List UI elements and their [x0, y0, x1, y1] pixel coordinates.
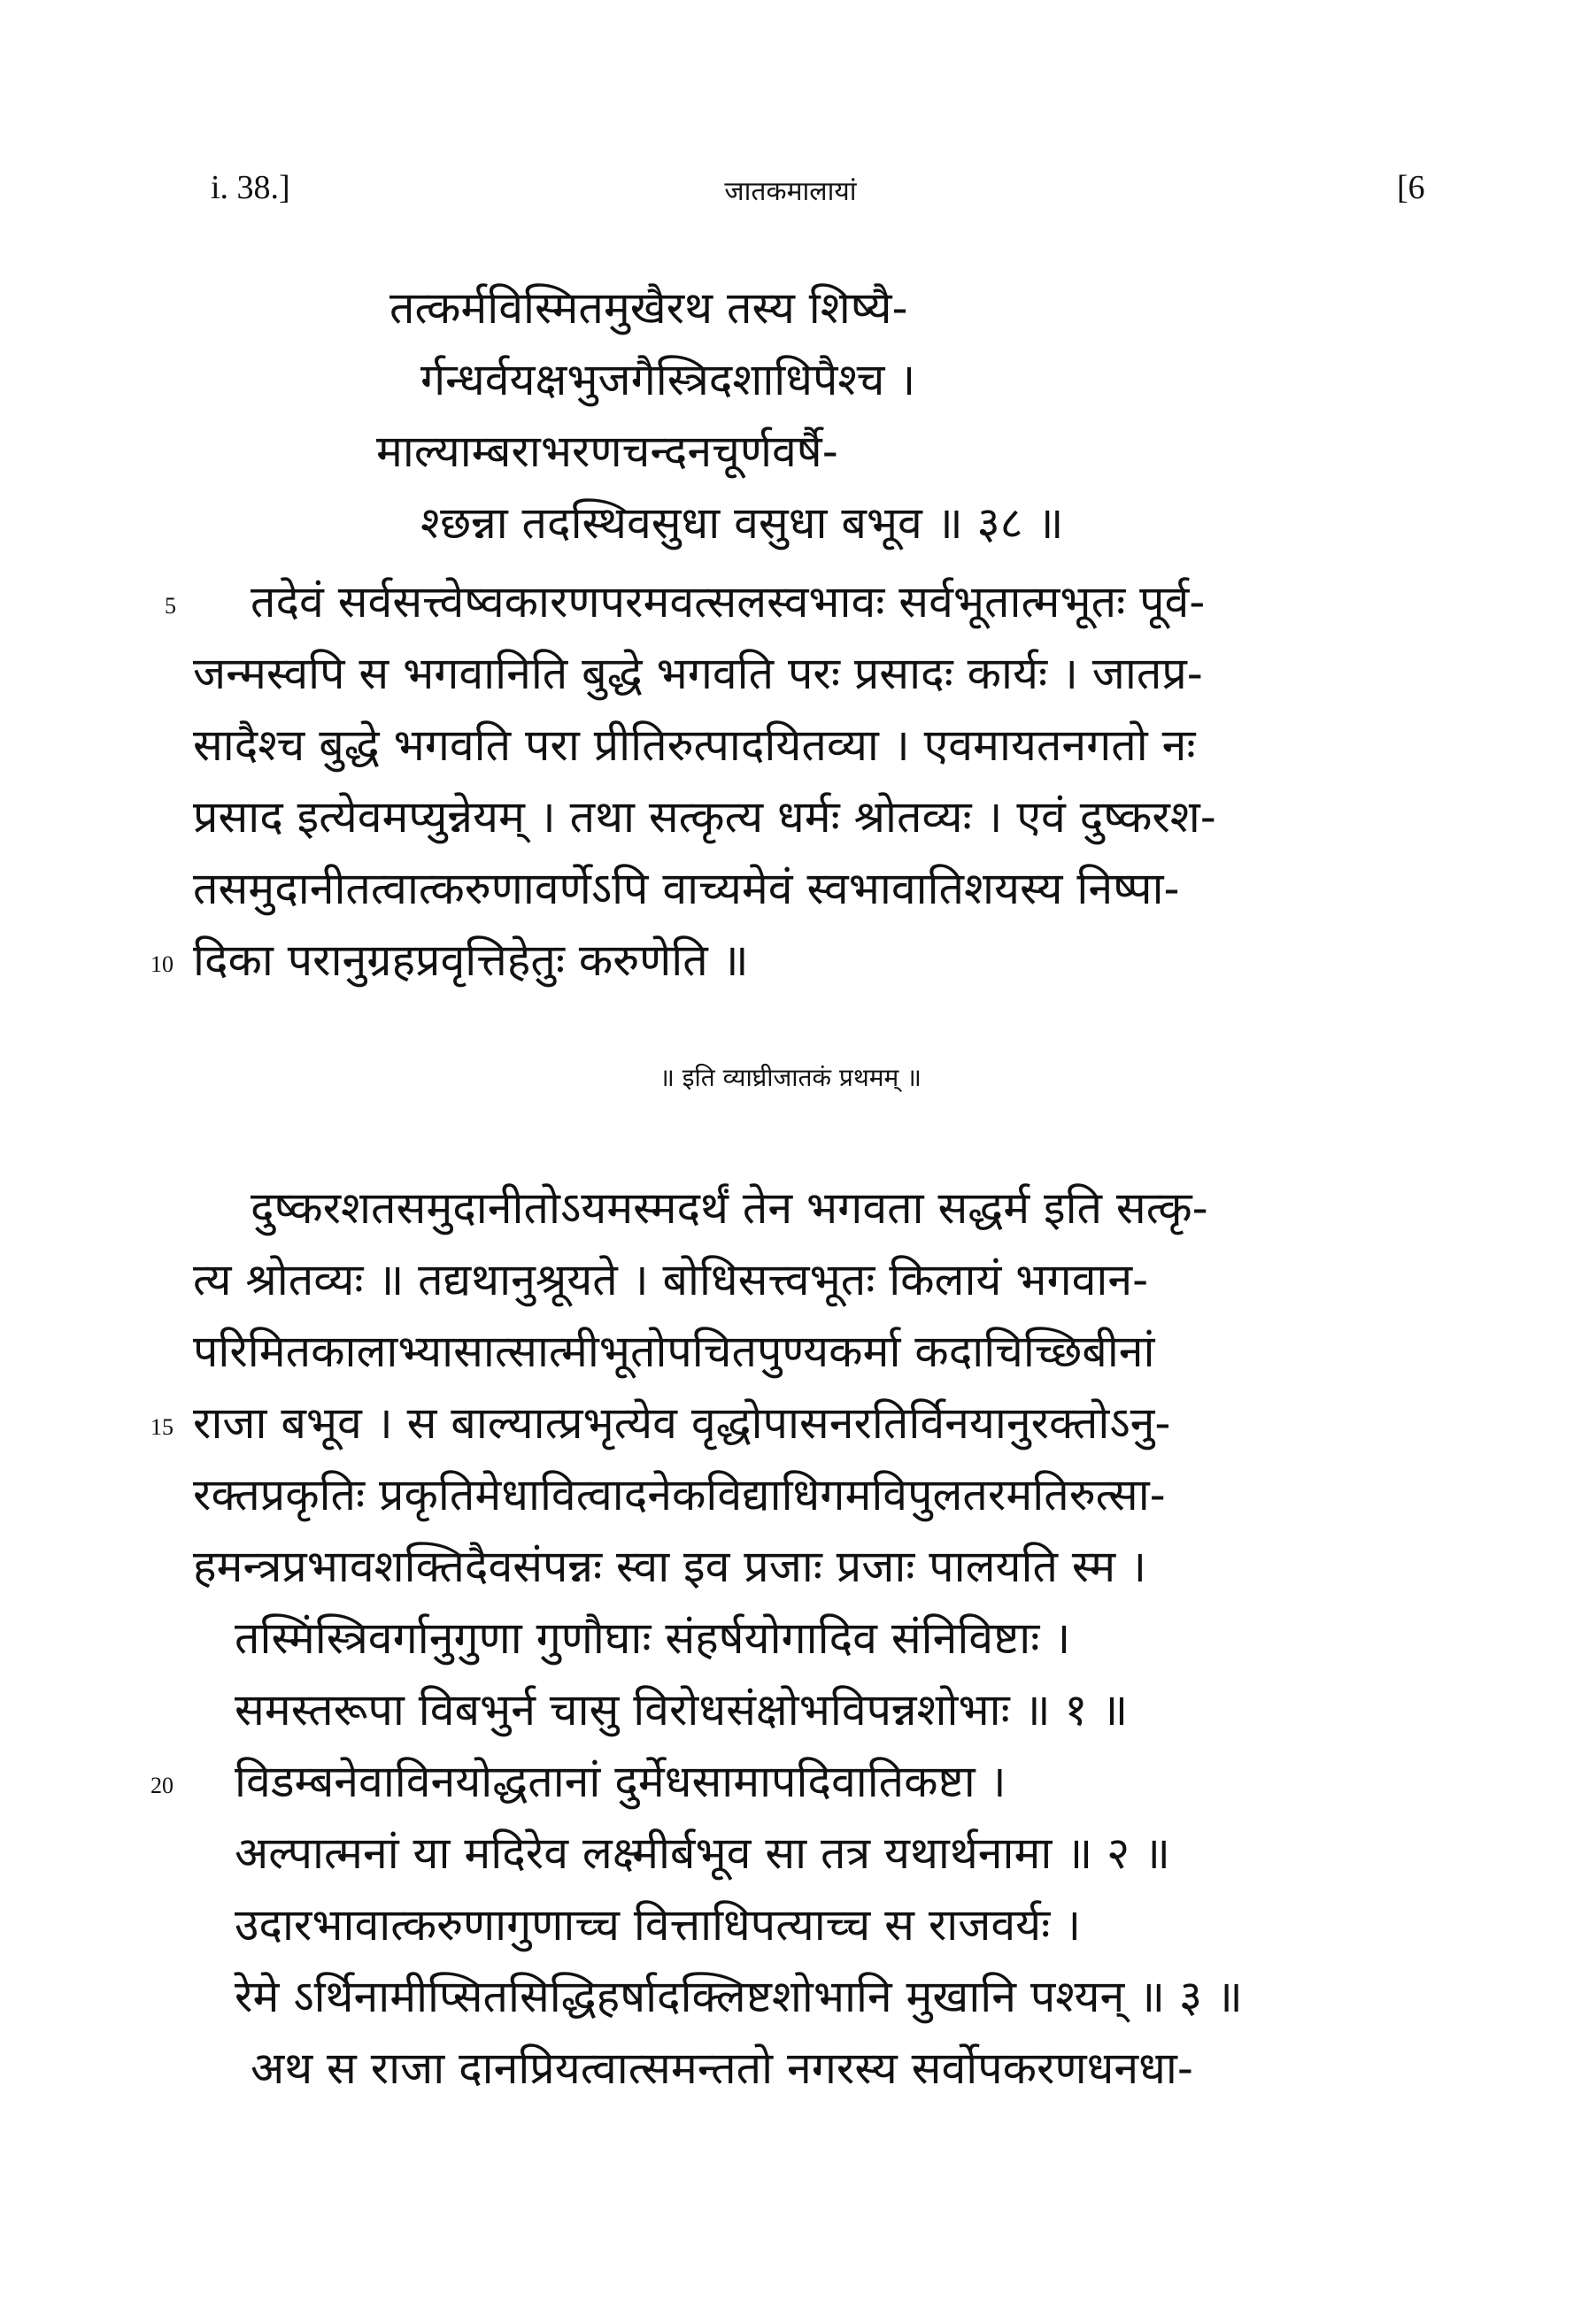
- line-number-5: 5: [165, 593, 176, 619]
- verse-38-line-4: श्छन्ना तदस्थिवसुधा वसुधा बभूव ॥ ३८ ॥: [420, 497, 1064, 549]
- prose-2-line-2: त्य श्रोतव्यः ॥ तद्यथानुश्रूयते । बोधिसत्त्वभूतः किलायं भगवान-: [193, 1254, 1149, 1305]
- verse-38-line-2: र्गन्धर्वयक्षभुजगैस्त्रिदशाधिपैश्च ।: [420, 354, 916, 405]
- prose-1-line-3: सादैश्च बुद्धे भगवति परा प्रीतिरुत्पादयितव्या । एवमायतनगतो नः: [193, 720, 1196, 771]
- section-reference: i. 38.]: [211, 169, 290, 206]
- verse-38-line-3: माल्याम्बराभरणचन्दनचूर्णवर्षै-: [376, 426, 838, 477]
- verse-3-line-1: उदारभावात्करुणागुणाच्च वित्ताधिपत्याच्च स राजवर्यः ।: [235, 1899, 1082, 1951]
- line-number-10: 10: [150, 951, 174, 977]
- page-number: [6: [1397, 169, 1425, 206]
- verse-1-line-2: समस्तरूपा विबभुर्न चासु विरोधसंक्षोभविपन्नशोभाः ॥ १ ॥: [235, 1684, 1129, 1735]
- chapter-colophon: ॥ इति व्याघ्रीजातकं प्रथमम् ॥: [659, 1063, 922, 1092]
- prose-1-line-2: जन्मस्वपि स भगवानिति बुद्धे भगवति परः प्रसादः कार्यः । जातप्र-: [193, 648, 1203, 699]
- prose-1-line-4: प्रसाद इत्येवमप्युन्नेयम् । तथा सत्कृत्य धर्मः श्रोतव्यः । एवं दुष्करश-: [193, 791, 1216, 843]
- verse-38-line-1: तत्कर्मविस्मितमुखैरथ तस्य शिष्यै-: [389, 282, 908, 334]
- prose-2-line-3: परिमितकालाभ्यासात्सात्मीभूतोपचितपुण्यकर्मा कदाचिच्छिबीनां: [193, 1326, 1155, 1377]
- running-title: जातकमालायां: [724, 176, 857, 207]
- prose-1-line-5: तसमुदानीतत्वात्करुणावर्णेऽपि वाच्यमेवं स्वभावातिशयस्य निष्पा-: [193, 863, 1180, 914]
- verse-3-line-2: रेमे ऽर्थिनामीप्सितसिद्धिहर्षादक्लिष्टशोभानि मुखानि पश्यन् ॥ ३ ॥: [235, 1971, 1243, 2022]
- prose-2-line-1: दुष्करशतसमुदानीतोऽयमस्मदर्थं तेन भगवता सद्धर्म इति सत्कृ-: [251, 1182, 1208, 1234]
- verse-1-line-1: तस्मिंस्त्रिवर्गानुगुणा गुणौघाः संहर्षयोगादिव संनिविष्टाः ।: [235, 1612, 1071, 1664]
- line-number-20: 20: [150, 1773, 174, 1798]
- prose-2-line-5: रक्तप्रकृतिः प्रकृतिमेधावित्वादनेकविद्याधिगमविपुलतरमतिरुत्सा-: [193, 1469, 1166, 1520]
- prose-2-line-6: हमन्त्रप्रभावशक्तिदैवसंपन्नः स्वा इव प्रजाः प्रजाः पालयति स्म ।: [193, 1541, 1147, 1592]
- page-header: [0, 168, 1581, 221]
- prose-3-line-1: अथ स राजा दानप्रियत्वात्समन्ततो नगरस्य सर्वोपकरणधनधा-: [251, 2043, 1193, 2094]
- prose-2-line-4: राजा बभूव । स बाल्यात्प्रभृत्येव वृद्धोपासनरतिर्विनयानुरक्तोऽनु-: [193, 1397, 1171, 1449]
- verse-2-line-2: अल्पात्मनां या मदिरेव लक्ष्मीर्बभूव सा तत्र यथार्थनामा ॥ २ ॥: [235, 1828, 1170, 1879]
- line-number-15: 15: [150, 1414, 174, 1440]
- prose-1-line-6: दिका परानुग्रहप्रवृत्तिहेतुः करुणेति ॥: [193, 935, 749, 986]
- verse-2-line-1: विडम्बनेवाविनयोद्धतानां दुर्मेधसामापदिवातिकष्टा ।: [235, 1756, 1006, 1807]
- prose-1-line-1: तदेवं सर्वसत्त्वेष्वकारणपरमवत्सलस्वभावः सर्वभूतात्मभूतः पूर्व-: [251, 576, 1206, 627]
